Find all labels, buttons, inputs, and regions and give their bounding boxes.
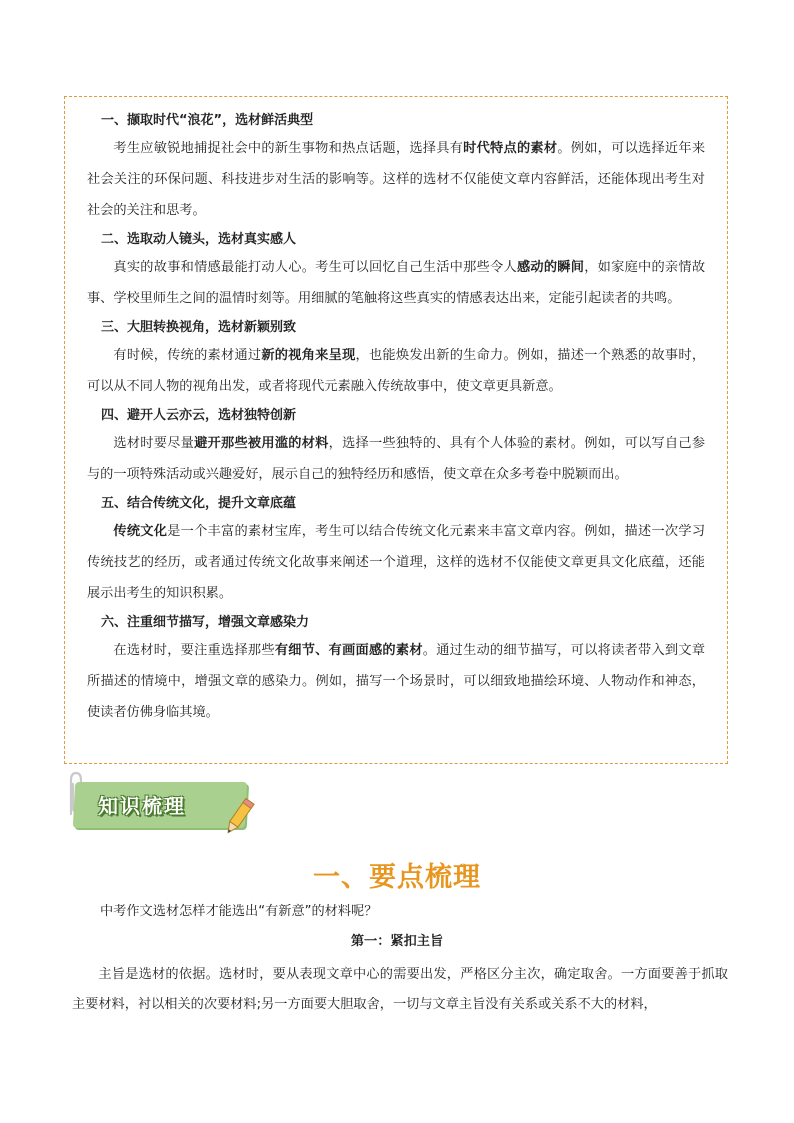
- section-2: [87, 230, 705, 314]
- page-title: 一、要点梳理: [313, 862, 481, 893]
- section-3: [87, 318, 705, 402]
- section-4: [87, 406, 705, 490]
- section-title: 四、避开人云亦云，选材独特创新: [101, 408, 297, 423]
- section-paragraph: 真实的故事和情感最能打动人心。考生可以回忆自己生活中那些令人感动的瞬间，如家庭中的亲情故事、学校里师生之间的温情时刻等。用细腻的笔触将这些真实的情感表达出来，定能引起读者的共鸣。: [87, 260, 706, 306]
- question-text: 中考作文选材怎样才能选出“有新意”的材料呢？: [100, 904, 378, 919]
- section-title: 一、撷取时代“浪花”，选材鲜活典型: [101, 113, 314, 128]
- section-paragraph: 有时候，传统的素材通过新的视角来呈现，也能焕发出新的生命力。例如，描述一个熟悉的故事时，可以从不同人物的视角出发，或者将现代元素融入传统故事中，使文章更具新意。: [87, 348, 706, 394]
- section-title: 五、结合传统文化，提升文章底蕴: [101, 496, 297, 511]
- section-paragraph: 选材时要尽量避开那些被用滥的材料，选择一些独特的、具有个人体验的素材。例如，可以写自己参与的一项特殊活动或兴趣爱好，展示自己的独特经历和感悟，使文章在众多考卷中脱颖而出。: [87, 436, 706, 482]
- section-paragraph: 考生应敏锐地捕捉社会中的新生事物和热点话题，选择具有时代特点的素材。例如，可以选择近年来社会关注的环保问题、科技进步对生活的影响等。这样的选材不仅能使文章内容鲜活，还能体现出考生对社会的关注和思考。: [87, 141, 706, 218]
- section-paragraph: 在选材时，要注重选择那些有细节、有画面感的素材。通过生动的细节描写，可以将读者带入到文章所描述的情境中，增强文章的感染力。例如，描写一个场景时，可以细致地描绘环境、人物动作和神态，使读者仿佛身临其境。: [87, 643, 706, 720]
- section-5: [87, 494, 705, 609]
- section-title: 二、选取动人镜头，选材真实感人: [101, 232, 297, 247]
- section-paragraph: 传统文化是一个丰富的素材宝库，考生可以结合传统文化元素来丰富文章内容。例如，描述一次学习传统技艺的经历，或者通过传统文化故事来阐述一个道理，这样的选材不仅能使文章更具文化底蕴，还能展示出考生的知识积累。: [87, 524, 706, 601]
- section-title: 六、注重细节描写，增强文章感染力: [101, 615, 310, 630]
- banner-label: 知识梳理: [98, 794, 186, 818]
- sub-heading: 第一：紧扣主旨: [350, 934, 444, 949]
- pencil-icon: [222, 796, 256, 838]
- section-6: [87, 613, 705, 728]
- tips-box: [64, 96, 728, 764]
- section-1: [87, 111, 705, 226]
- section-title: 三、大胆转换视角，选材新颖别致: [101, 320, 297, 335]
- body-paragraph: 主旨是选材的依据。选材时，要从表现文章中心的需要出发，严格区分主次，确定取舍。一方面要善于抓取主要材料，衬以相关的次要材料;另一方面要大胆取舍，一切与文章主旨没有关系或关系不大的材料，: [72, 967, 728, 1012]
